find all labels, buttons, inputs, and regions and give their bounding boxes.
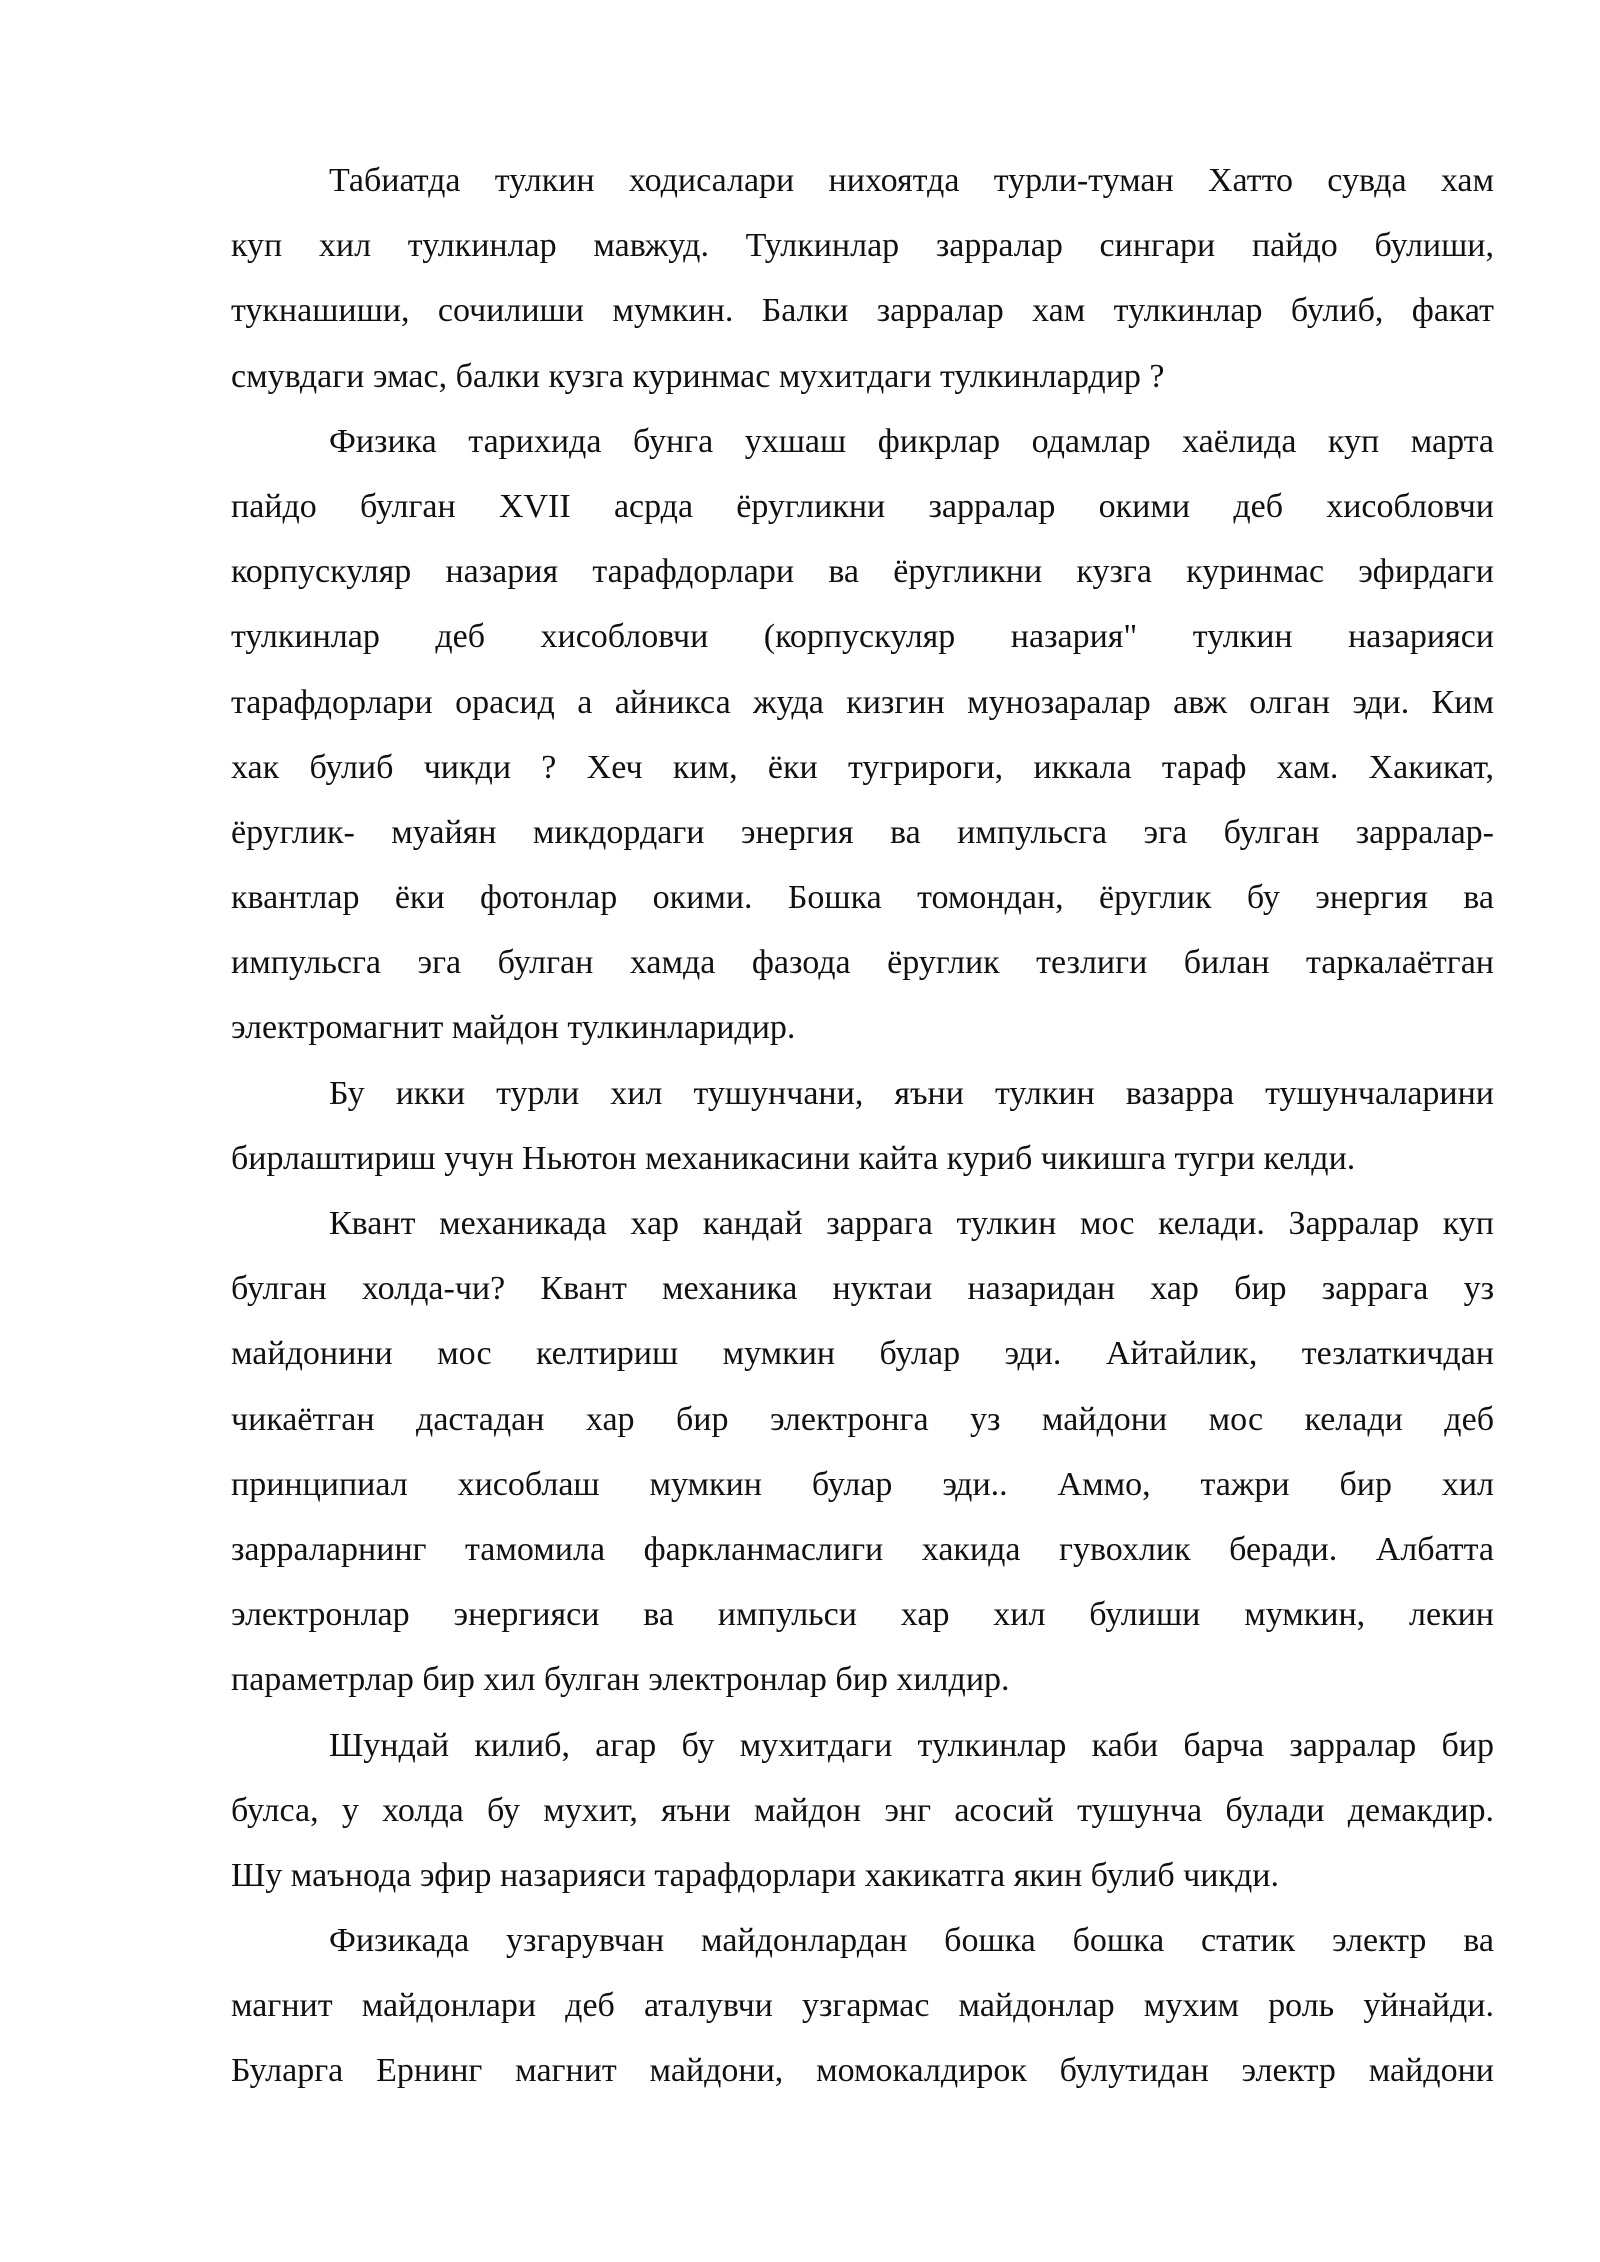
text-line: тукнашиши, сочилиши мумкин. Балки зарралар хам тулкинлар булиб, факат (231, 292, 1494, 330)
text-line: корпускуляр назария тарафдорлари ва ёругликни кузга куринмас эфирдаги (231, 553, 1494, 591)
text-line: зарраларнинг тамомила фаркланмаслиги хакида гувохлик беради. Албатта (231, 1530, 1494, 1568)
text-line: принципиал хисоблаш мумкин булар эди.. Аммо, тажри бир хил (231, 1465, 1494, 1503)
text-line: куп хил тулкинлар мавжуд. Тулкинлар зарралар сингари пайдо булиши, (231, 227, 1494, 265)
text-line: Квант механикада хар кандай заррага тулкин мос келади. Зарралар куп (329, 1205, 1494, 1242)
text-line: пайдо булган XVII асрда ёругликни зарралар окими деб хисобловчи (231, 487, 1494, 525)
text-line: булган холда-чи? Квант механика нуктаи назаридан хар бир заррага уз (231, 1270, 1494, 1308)
text-line: хак булиб чикди ? Хеч ким, ёки тугрироги, иккала тараф хам. Хакикат, (231, 748, 1494, 786)
text-line: параметрлар бир хил булган электронлар бир хилдир. (231, 1661, 1010, 1699)
text-line: электромагнит майдон тулкинларидир. (231, 1009, 796, 1047)
text-line: квантлар ёки фотонлар окими. Бошка томондан, ёруглик бу энергия ва (231, 879, 1494, 917)
text-line: Физикада узгарувчан майдонлардан бошка бошка статик электр ва (329, 1922, 1494, 1960)
text-line: Шу маънода эфир назарияси тарафдорлари хакикатга якин булиб чикди. (231, 1856, 1279, 1894)
text-line: Шундай килиб, агар бу мухитдаги тулкинлар каби барча зарралар бир (329, 1726, 1494, 1764)
text-line: тарафдорлари орасид а айникса жуда кизгин мунозаралар авж олган эди. Ким (231, 683, 1494, 721)
paragraph-5 (231, 1713, 1494, 1909)
text-line: магнит майдонлари деб аталувчи узгармас майдонлар мухим роль уйнайди. (231, 1987, 1494, 2025)
text-line: бирлаштириш учун Ньютон механикасини кайта куриб чикишга тугри келди. (231, 1139, 1356, 1177)
text-line: майдонини мос келтириш мумкин булар эди. Айтайлик, тезлаткичдан (231, 1335, 1494, 1373)
paragraph-3 (231, 1061, 1494, 1191)
document-body (231, 148, 1494, 2104)
paragraph-2 (231, 409, 1494, 1061)
text-line: Физика тарихида бунга ухшаш фикрлар одамлар хаёлида куп марта (329, 422, 1494, 460)
text-line: ёруглик- муайян микдордаги энергия ва импульсга эга булган зарралар- (231, 813, 1494, 851)
text-line: электронлар энергияси ва импульси хар хил булиши мумкин, лекин (231, 1596, 1494, 1634)
text-line: импульсга эга булган хамда фазода ёруглик тезлиги билан таркалаётган (231, 944, 1494, 982)
text-line: тулкинлар деб хисобловчи (корпускуляр назария" тулкин назарияси (231, 618, 1494, 656)
paragraph-4 (231, 1191, 1494, 1713)
text-line: Бу икки турли хил тушунчани, яъни тулкин вазарра тушунчаларини (329, 1074, 1494, 1112)
text-line: булса, у холда бу мухит, яъни майдон энг асосий тушунча булади демакдир. (231, 1791, 1494, 1829)
paragraph-1 (231, 148, 1494, 409)
text-line: Табиатда тулкин ходисалари нихоятда турли-туман Хатто сувда хам (329, 162, 1494, 199)
text-line: смувдаги эмас, балки кузга куринмас мухитдаги тулкинлардир ? (231, 357, 1165, 395)
text-line: Буларга Ернинг магнит майдони, момокалдирок булутидан электр майдони (231, 2052, 1494, 2090)
text-line: чикаётган дастадан хар бир электронга уз майдони мос келади деб (231, 1400, 1494, 1438)
paragraph-6 (231, 1908, 1494, 2104)
